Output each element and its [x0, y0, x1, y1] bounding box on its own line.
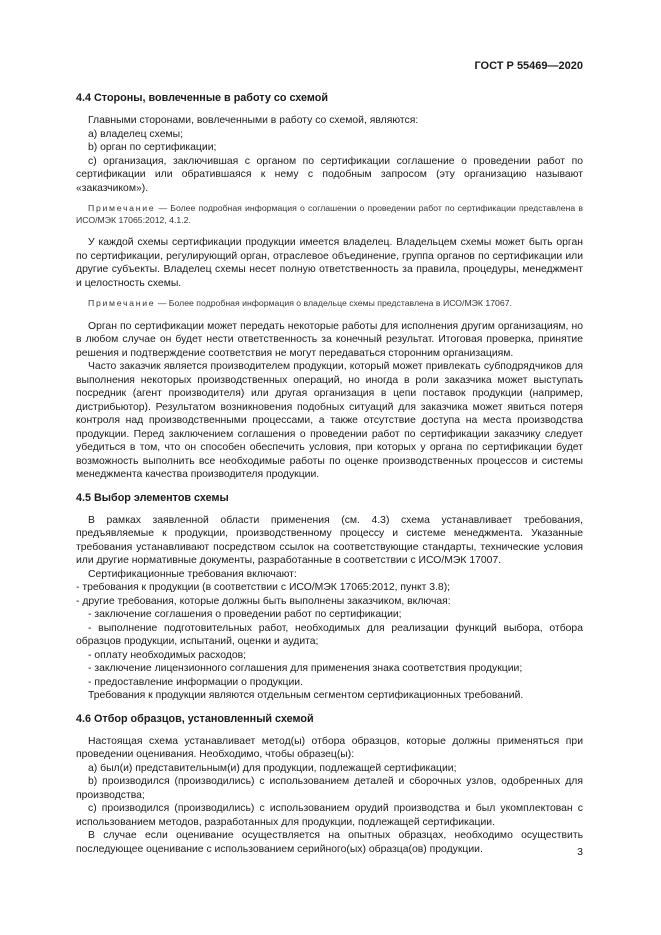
note-text: — Более подробная информация о владельце схемы представлена в ИСО/МЭК 17067.: [155, 298, 512, 308]
paragraph: В случае если оценивание осуществляется на опытных образцах, необходимо осуществить последующее оценивание с использованием серийного(ых) образца(ов) продукции.: [76, 830, 583, 855]
note-label: Примечание: [88, 298, 156, 308]
list-item: а) был(и) представительным(и) для продукции, подлежащей сертификации;: [88, 762, 457, 774]
paragraph: Сертификационные требования включают:: [88, 568, 297, 580]
list-item: - требования к продукции (в соответствии с ИСО/МЭК 17065:2012, пункт 3.8);: [76, 582, 451, 593]
paragraph: Требования к продукции являются отдельным сегментом сертификационных требований.: [88, 690, 524, 701]
note-label: Примечание: [88, 203, 156, 213]
page-number: 3: [577, 846, 583, 858]
list-item: с) производился (производились) с использованием орудий производства и был укомплектован с использованием методов, разработанных для продукции, подлежащей сертификации.: [76, 803, 583, 828]
paragraph: Настоящая схема устанавливает метод(ы) отбора образцов, которые должны применяться при проведении оценивания. Необходимо, чтобы образец(ы):: [76, 735, 583, 760]
paragraph: У каждой схемы сертификации продукции имеется владелец. Владельцем схемы может быть орган по сертификации, регулирующий орган, отраслевое объединение, группа органов по сертификации или другие субъекты. Владелец схемы несет полную ответственность за правила, процедуры, менеджмент и целостность схемы.: [76, 237, 583, 289]
paragraph: Часто заказчик является производителем продукции, который может привлекать субподрядчиков для выполнения некоторых производственных операций, но иногда в роли заказчика может выступать посредник (агент производителя) или другая организация в цепи поставок продукции (например, дистрибьютор). Результатом возникновения подобных ситуаций для заказчика может явиться потеря контроля над производственными процессами, а также отсутствие доступа на места производства продукции. Перед заключением соглашения о проведении работ по сертификации заказчику следует убедиться в том, что он способен обеспечить условия, при которых у органа по сертификации будет возможность выполнить все необходимые работы по оценке производственных процессов и системы менеджмента качества производителя продукции.: [76, 361, 583, 480]
paragraph: В рамках заявленной области применения (см. 4.3) схема устанавливает требования, предъявляемые к продукции, производственному процессу и системе менеджмента. Указанные требования устанавливают посредством ссылок на соответствующие стандарты, технические условия или другие нормативные документы, разработанные в соответствии с ИСО/МЭК 17007.: [76, 514, 583, 566]
list-item: - оплату необходимых расходов;: [88, 649, 247, 661]
note: [76, 298, 583, 310]
list-item: - другие требования, которые должны быть выполнены заказчиком, включая:: [76, 595, 451, 607]
list-item: - заключение соглашения о проведении работ по сертификации;: [88, 609, 402, 620]
section-4-6-heading: 4.6 Отбор образцов, установленный схемой: [76, 712, 314, 725]
note-text: — Более подробная информация о соглашении о проведении работ по сертификации представлена в ИСО/МЭК 17065:2012, 4.1.2.: [76, 203, 583, 225]
list-item: с) организация, заключившая с органом по сертификации соглашение о проведении работ по сертификации или обратившаяся к нему с подобным запросом (эту организацию называют «заказчиком»).: [76, 155, 583, 194]
note: [76, 203, 583, 226]
list-item: - выполнение подготовительных работ, необходимых для реализации функций выбора, отбора образцов продукции, испытаний, оценки и аудита;: [76, 622, 583, 647]
section-4-4-heading: 4.4 Стороны, вовлеченные в работу со схемой: [76, 92, 328, 104]
list-item: а) владелец схемы;: [88, 128, 183, 140]
page-content: [76, 92, 583, 856]
list-item: b) орган по сертификации;: [88, 142, 217, 153]
list-item: - заключение лицензионного соглашения для применения знака соответствия продукции;: [88, 663, 523, 674]
paragraph: Главными сторонами, вовлеченными в работу со схемой, являются:: [88, 115, 419, 126]
standard-number: ГОСТ Р 55469—2020: [474, 60, 583, 72]
paragraph: Орган по сертификации может передать некоторые работы для исполнения другим организациям, но в любом случае он будет нести ответственность за конечный результат. Итоговая проверка, принятие решения и подтверждение соответствия не могут передаваться сторонним организациям.: [76, 320, 583, 359]
list-item: - предоставление информации о продукции.: [88, 676, 303, 688]
section-4-5-heading: 4.5 Выбор элементов схемы: [76, 491, 229, 504]
list-item: b) производился (производились) с использованием деталей и сборочных узлов, одобренных для производства;: [76, 776, 583, 801]
